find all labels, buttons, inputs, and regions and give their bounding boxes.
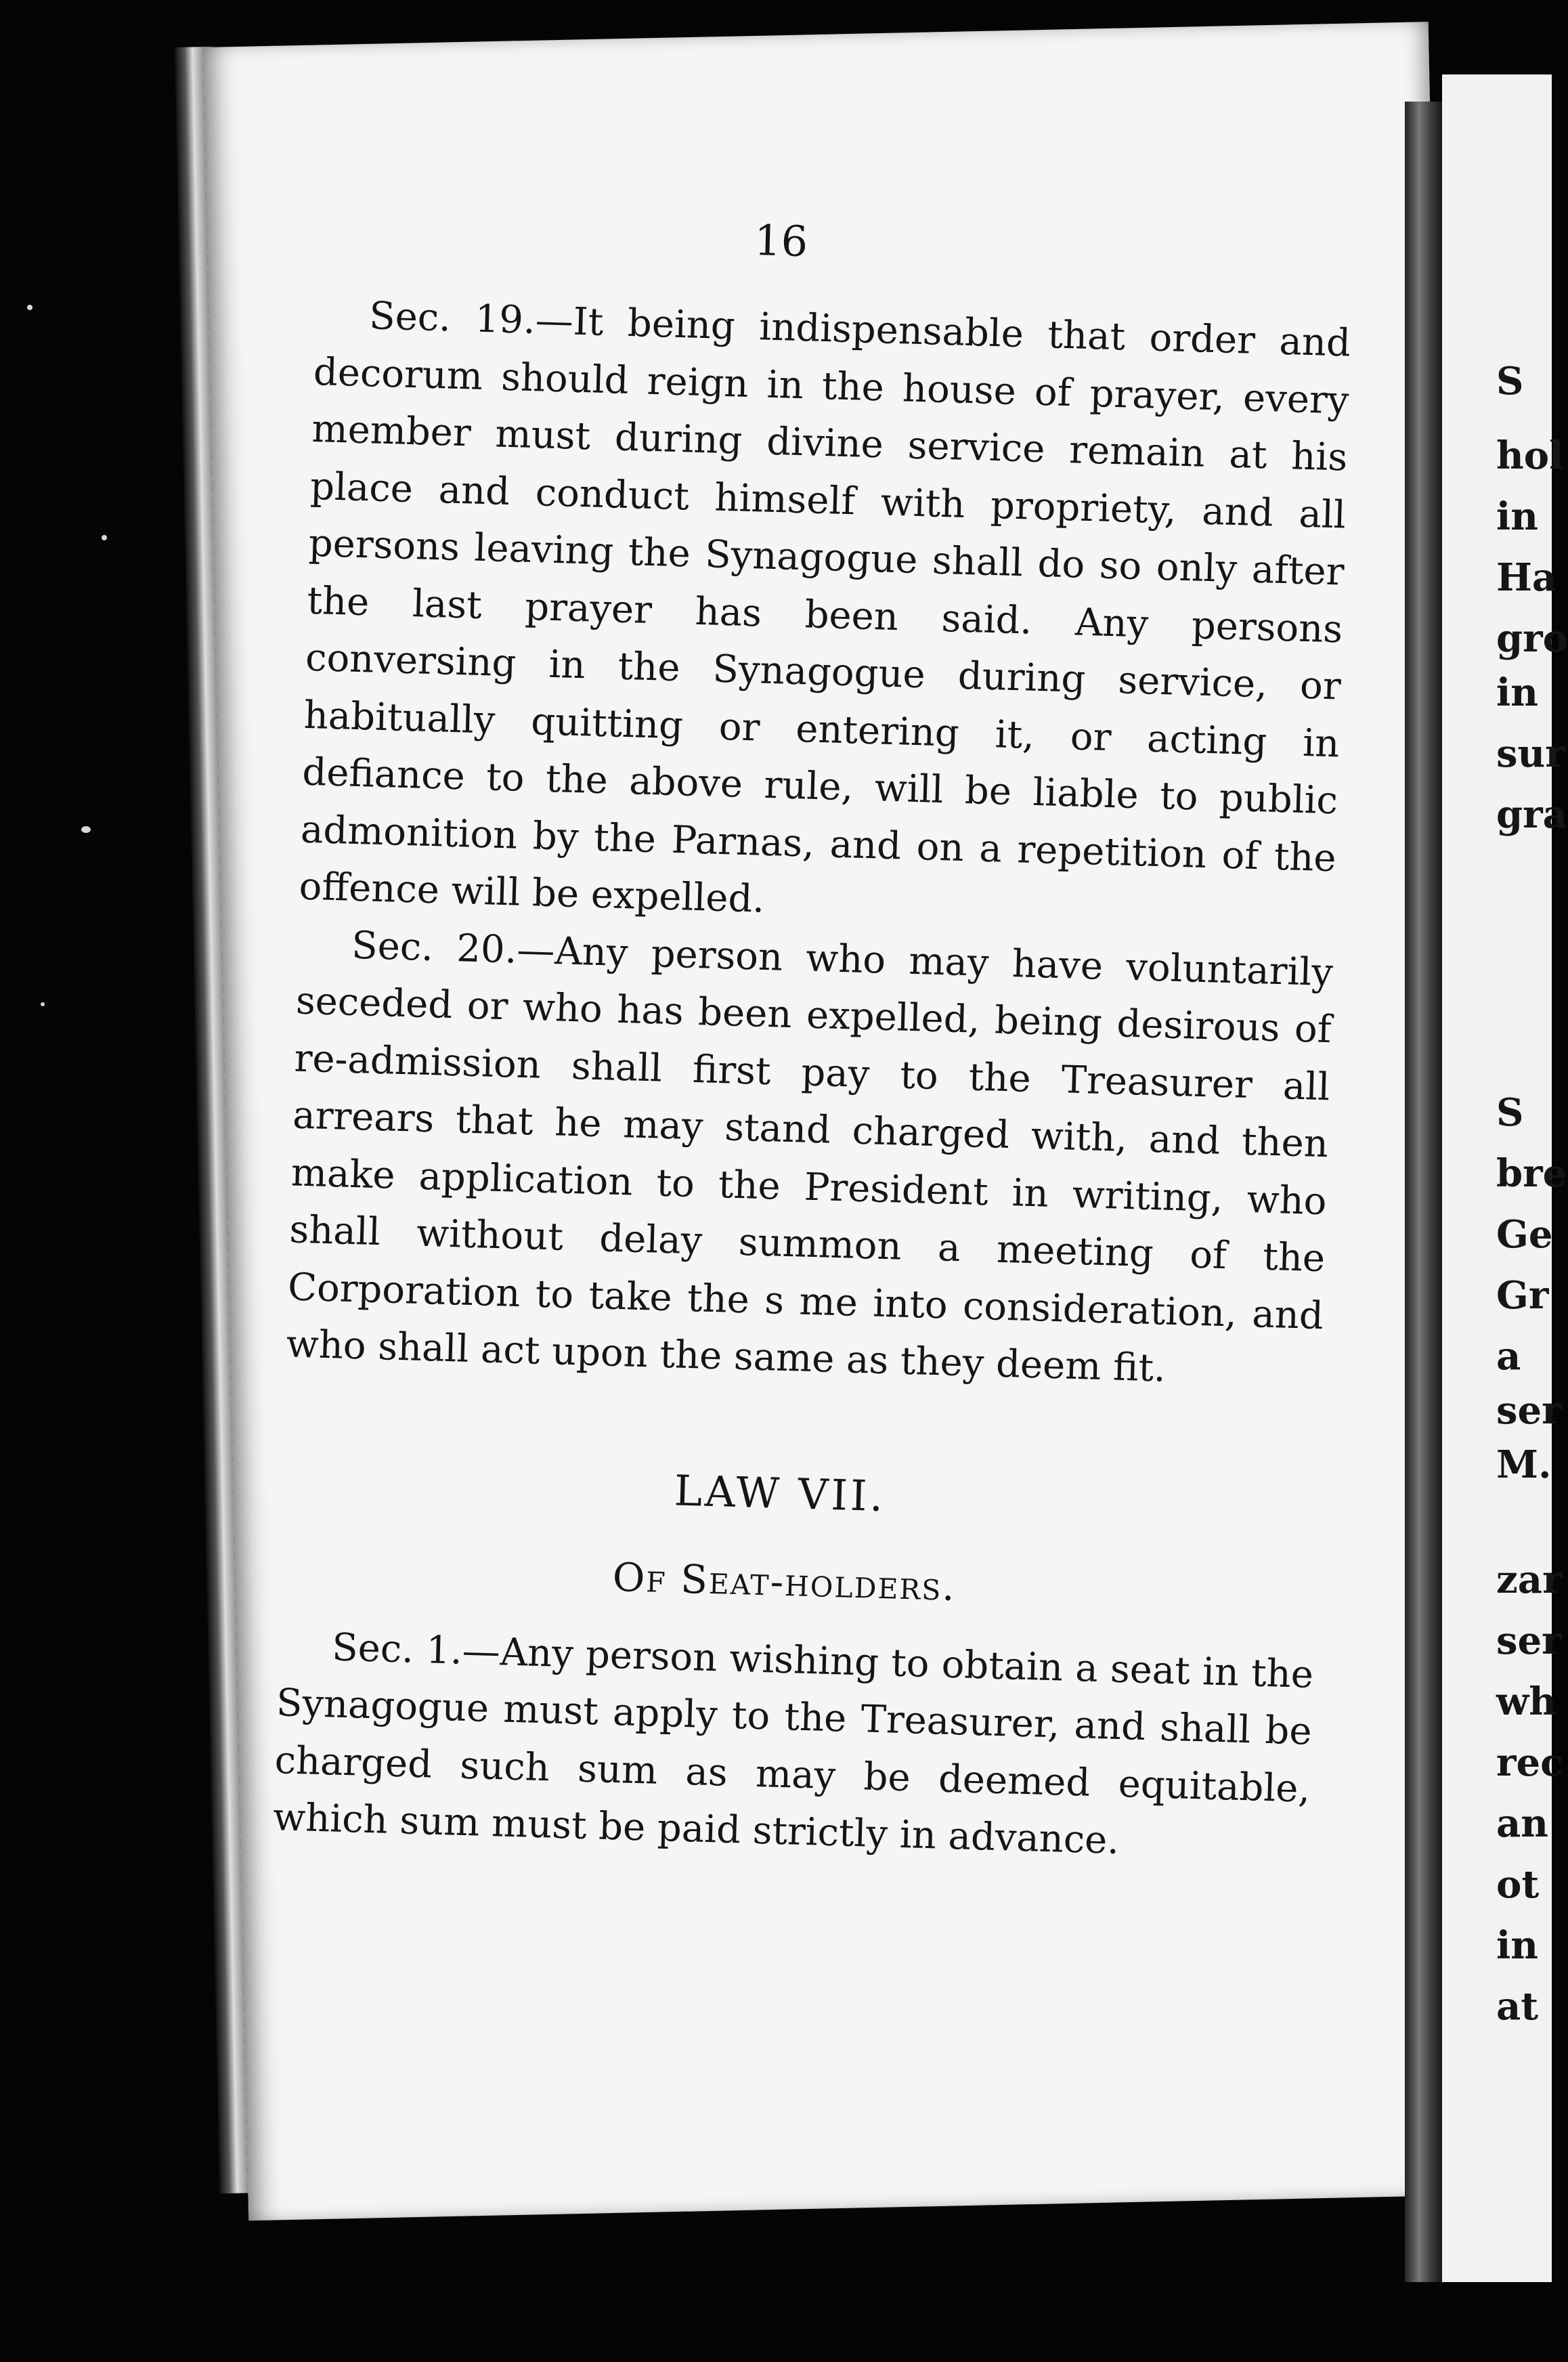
section-19-paragraph: Sec. 19.—It being indispensable that order and decorum should reign in the house of prayer, every member must during divine service remain at his place and conduct himself with propriety, and all persons leaving the Synagogue shall do so only after the last prayer has been said. Any persons conversing in the Synagogue during service, or habitually quitting or entering it, or acting in defiance to the above rule, will be liable to public admonition by the Parnas, and on a repetition of the offence will be expelled. [298,294,1351,922]
dust-speck [27,305,32,310]
law-subheading: Of Seat-holders. [611,1553,957,1610]
next-page-fragment: sur [1496,731,1565,776]
next-page-fragment: at [1496,1984,1539,2029]
next-page-fragment: gro [1496,616,1568,661]
next-page-fragment: hol [1496,433,1564,478]
dust-speck [81,826,91,833]
next-page-fragment: Gr [1496,1273,1549,1318]
next-page-fragment: in [1496,494,1538,539]
right-page-edge [1442,74,1568,2282]
next-page-fragment: Ge [1496,1212,1553,1257]
next-page-fragment: in [1496,1923,1538,1968]
next-page-fragment: a [1496,1334,1521,1379]
next-page-fragment: ser [1496,1618,1562,1663]
law-heading: LAW VII. [673,1465,887,1521]
next-page-fragment: gra [1496,792,1567,837]
next-page-fragment: rec [1496,1740,1564,1785]
page-number: 16 [754,215,809,267]
next-page-fragment: in [1496,670,1538,715]
next-page-fragment: S [1496,1090,1524,1135]
next-page-fragment: bre [1496,1151,1567,1196]
next-page-fragment: ser [1496,1388,1562,1433]
next-page-fragment: ot [1496,1862,1540,1907]
section-20-paragraph: Sec. 20.—Any person who may have voluntarily seceded or who has been expelled, being desirous of re-admission shall first pay to the Treasurer all arrears that he may stand charged with, and then make application to the President in writing, who shall without delay summon a meeting of the Corporation to take the s me into consideration, and who shall act upon the same as they deem fit. [286,923,1334,1391]
next-page-fragment: wh [1496,1679,1556,1724]
dust-speck [102,535,107,540]
next-page-fragment: Ha [1496,555,1557,600]
next-page-fragment: S [1496,359,1524,404]
page-content [272,203,1353,1875]
next-page-fragment: an [1496,1801,1548,1846]
next-page-fragment: zar [1496,1558,1563,1602]
section-1-paragraph: Sec. 1.—Any person wishing to obtain a seat in the Synagogue must apply to the Treasurer, and shall be charged such sum as may be deemed equitable, which sum must be paid strictly in advance. [272,1625,1314,1863]
next-page-fragment: M. [1496,1442,1552,1487]
book-gutter [1405,102,1445,2282]
dust-speck [41,1002,45,1006]
